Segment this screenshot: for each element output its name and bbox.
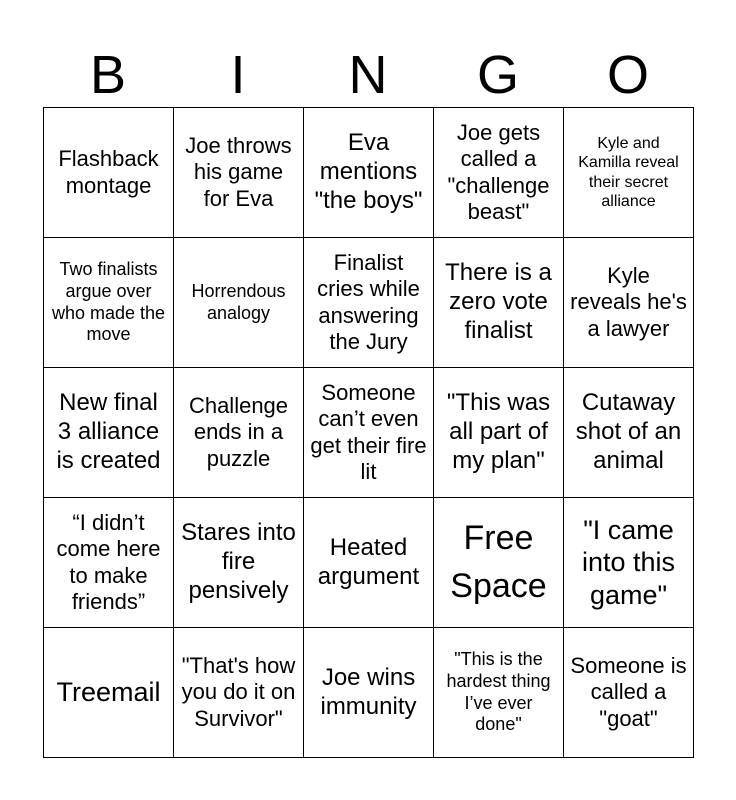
cell-text: Kyle and Kamilla reveal their secret alliance <box>578 135 679 210</box>
cell-text: Eva mentions "the boys" <box>314 129 423 214</box>
free-space-cell[interactable] <box>434 498 564 628</box>
cell-text: Joe gets called a "challenge beast" <box>447 119 550 224</box>
bingo-cell[interactable] <box>44 238 174 368</box>
bingo-cell[interactable] <box>44 498 174 628</box>
bingo-cell[interactable] <box>304 238 434 368</box>
bingo-cell[interactable] <box>434 108 564 238</box>
bingo-cell[interactable] <box>174 238 304 368</box>
cell-text: Someone is called a "goat" <box>570 652 687 731</box>
header-letter-g: G <box>476 45 519 105</box>
cell-text: Flashback montage <box>58 146 159 198</box>
cell-text: Someone can’t even get their fire lit <box>310 379 427 484</box>
cell-text: Cutaway shot of an animal <box>575 389 682 474</box>
bingo-cell[interactable] <box>564 368 694 498</box>
bingo-cell[interactable] <box>564 628 694 758</box>
header-letter-b: B <box>89 45 127 105</box>
cell-text: Horrendous analogy <box>191 280 286 323</box>
header-letter-i: I <box>230 45 246 105</box>
cell-text: Stares into fire pensively <box>181 519 296 604</box>
cell-text: "This was all part of my plan" <box>446 389 551 474</box>
bingo-cell[interactable] <box>44 108 174 238</box>
cell-text: Challenge ends in a puzzle <box>188 392 289 471</box>
bingo-cell[interactable] <box>304 368 434 498</box>
bingo-cell[interactable] <box>174 498 304 628</box>
bingo-cell[interactable] <box>564 238 694 368</box>
cell-text: Joe throws his game for Eva <box>185 132 292 211</box>
cell-text: Kyle reveals he's a lawyer <box>570 262 687 341</box>
cell-text: Treemail <box>56 677 161 708</box>
bingo-cell[interactable] <box>174 368 304 498</box>
bingo-cell[interactable] <box>174 108 304 238</box>
cell-text: There is a zero vote finalist <box>445 259 552 344</box>
bingo-cell[interactable] <box>174 628 304 758</box>
bingo-cell[interactable] <box>434 238 564 368</box>
cell-text: “I didn’t come here to make friends” <box>56 509 161 614</box>
bingo-cell[interactable] <box>44 628 174 758</box>
cell-text: Finalist cries while answering the Jury <box>317 249 420 354</box>
bingo-cell[interactable] <box>304 498 434 628</box>
header-letter-n: N <box>348 45 388 105</box>
cell-text: Heated argument <box>317 533 420 590</box>
cell-text: "This is the hardest thing I’ve ever done" <box>446 649 551 735</box>
bingo-cell[interactable] <box>434 368 564 498</box>
cell-text: Two finalists argue over who made the move <box>51 259 166 345</box>
bingo-cell[interactable] <box>304 108 434 238</box>
header-letter-o: O <box>606 45 649 105</box>
cell-text: "That's how you do it on Survivor" <box>181 652 296 731</box>
cell-text: "I came into this game" <box>581 514 676 610</box>
free-space-text: Free Space <box>450 518 547 605</box>
bingo-cell[interactable] <box>44 368 174 498</box>
bingo-board <box>43 107 694 758</box>
bingo-cell[interactable] <box>304 628 434 758</box>
bingo-cell[interactable] <box>564 498 694 628</box>
bingo-header <box>43 44 693 106</box>
cell-text: Joe wins immunity <box>320 663 417 720</box>
bingo-cell[interactable] <box>434 628 564 758</box>
cell-text: New final 3 alliance is created <box>56 389 161 474</box>
bingo-cell[interactable] <box>564 108 694 238</box>
